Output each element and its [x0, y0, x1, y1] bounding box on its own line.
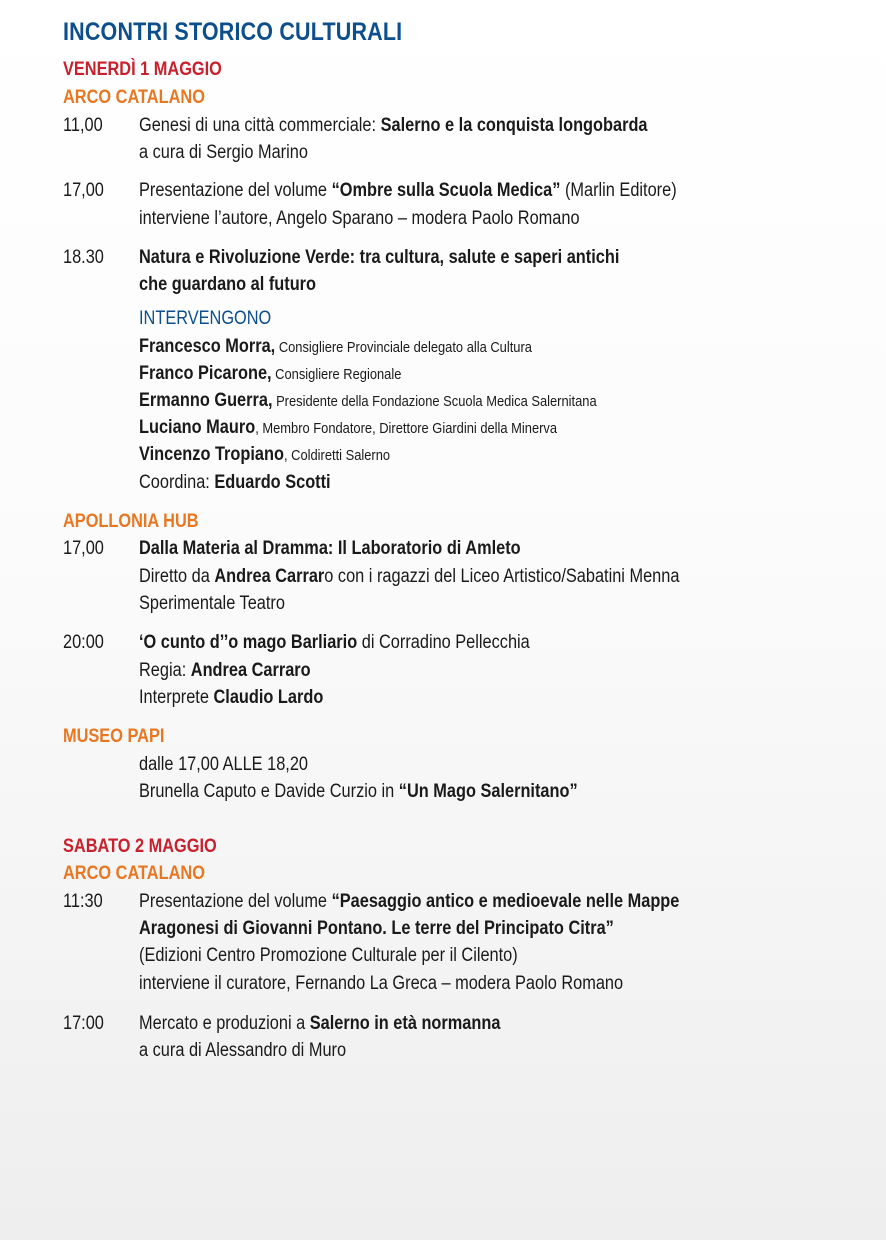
event-time: 20:00 — [63, 632, 104, 653]
venue-arco-catalano-2: ARCO CATALANO — [63, 863, 205, 884]
event-detail: dalle 17,00 ALLE 18,20 — [139, 754, 309, 775]
page-title: INCONTRI STORICO CULTURALI — [63, 18, 403, 46]
event-title-cont: che guardano al futuro — [139, 274, 317, 295]
event-title: Presentazione del volume “Ombre sulla Scuola Medica” (Marlin Editore) — [139, 180, 677, 201]
venue-arco-catalano-1: ARCO CATALANO — [63, 87, 205, 108]
speaker: Franco Picarone, Consigliere Regionale — [139, 363, 402, 384]
venue-museo-papi: MUSEO PAPI — [63, 726, 165, 747]
event-detail: interviene l’autore, Angelo Sparano – modera Paolo Romano — [139, 208, 580, 229]
event-detail: Diretto da Andrea Carraro con i ragazzi del Liceo Artistico/Sabatini Menna — [139, 566, 680, 587]
event-title: ‘O cunto d’’o mago Barliario di Corradino Pellecchia — [139, 632, 530, 653]
day-heading-2: SABATO 2 MAGGIO — [63, 836, 217, 857]
event-time: 17:00 — [63, 1013, 104, 1034]
event-title: Mercato e produzioni a Salerno in età normanna — [139, 1013, 501, 1034]
event-detail: a cura di Sergio Marino — [139, 142, 308, 163]
speaker: Luciano Mauro, Membro Fondatore, Direttore Giardini della Minerva — [139, 417, 558, 438]
event-title: Natura e Rivoluzione Verde: tra cultura, salute e saperi antichi — [139, 247, 620, 268]
event-detail: a cura di Alessandro di Muro — [139, 1040, 347, 1061]
speaker: Francesco Morra, Consigliere Provinciale delegato alla Cultura — [139, 336, 532, 357]
event-time: 11:30 — [63, 891, 103, 912]
intervengono-heading: INTERVENGONO — [139, 308, 272, 329]
event-time: 17,00 — [63, 538, 104, 559]
event-time: 18.30 — [63, 247, 104, 268]
event-title-cont: Aragonesi di Giovanni Pontano. Le terre del Principato Citra” — [139, 918, 614, 939]
speaker: Ermanno Guerra, Presidente della Fondazione Scuola Medica Salernitana — [139, 390, 597, 411]
day-heading-1: VENERDÌ 1 MAGGIO — [63, 59, 222, 80]
coordinator: Coordina: Eduardo Scotti — [139, 472, 331, 493]
event-detail: Interprete Claudio Lardo — [139, 687, 324, 708]
event-title: Presentazione del volume “Paesaggio antico e medioevale nelle Mappe — [139, 891, 680, 912]
event-detail: (Edizioni Centro Promozione Culturale per il Cilento) — [139, 945, 518, 966]
speaker: Vincenzo Tropiano, Coldiretti Salerno — [139, 444, 391, 465]
event-time: 11,00 — [63, 115, 103, 136]
event-time: 17,00 — [63, 180, 104, 201]
event-detail: Sperimentale Teatro — [139, 593, 285, 614]
event-title: Genesi di una città commerciale: Salerno e la conquista longobarda — [139, 115, 648, 136]
event-title: Dalla Materia al Dramma: Il Laboratorio di Amleto — [139, 538, 521, 559]
event-detail: Brunella Caputo e Davide Curzio in “Un Mago Salernitano” — [139, 781, 578, 802]
event-detail: interviene il curatore, Fernando La Greca – modera Paolo Romano — [139, 973, 624, 994]
venue-apollonia-hub: APOLLONIA HUB — [63, 511, 199, 532]
event-detail: Regia: Andrea Carraro — [139, 660, 311, 681]
